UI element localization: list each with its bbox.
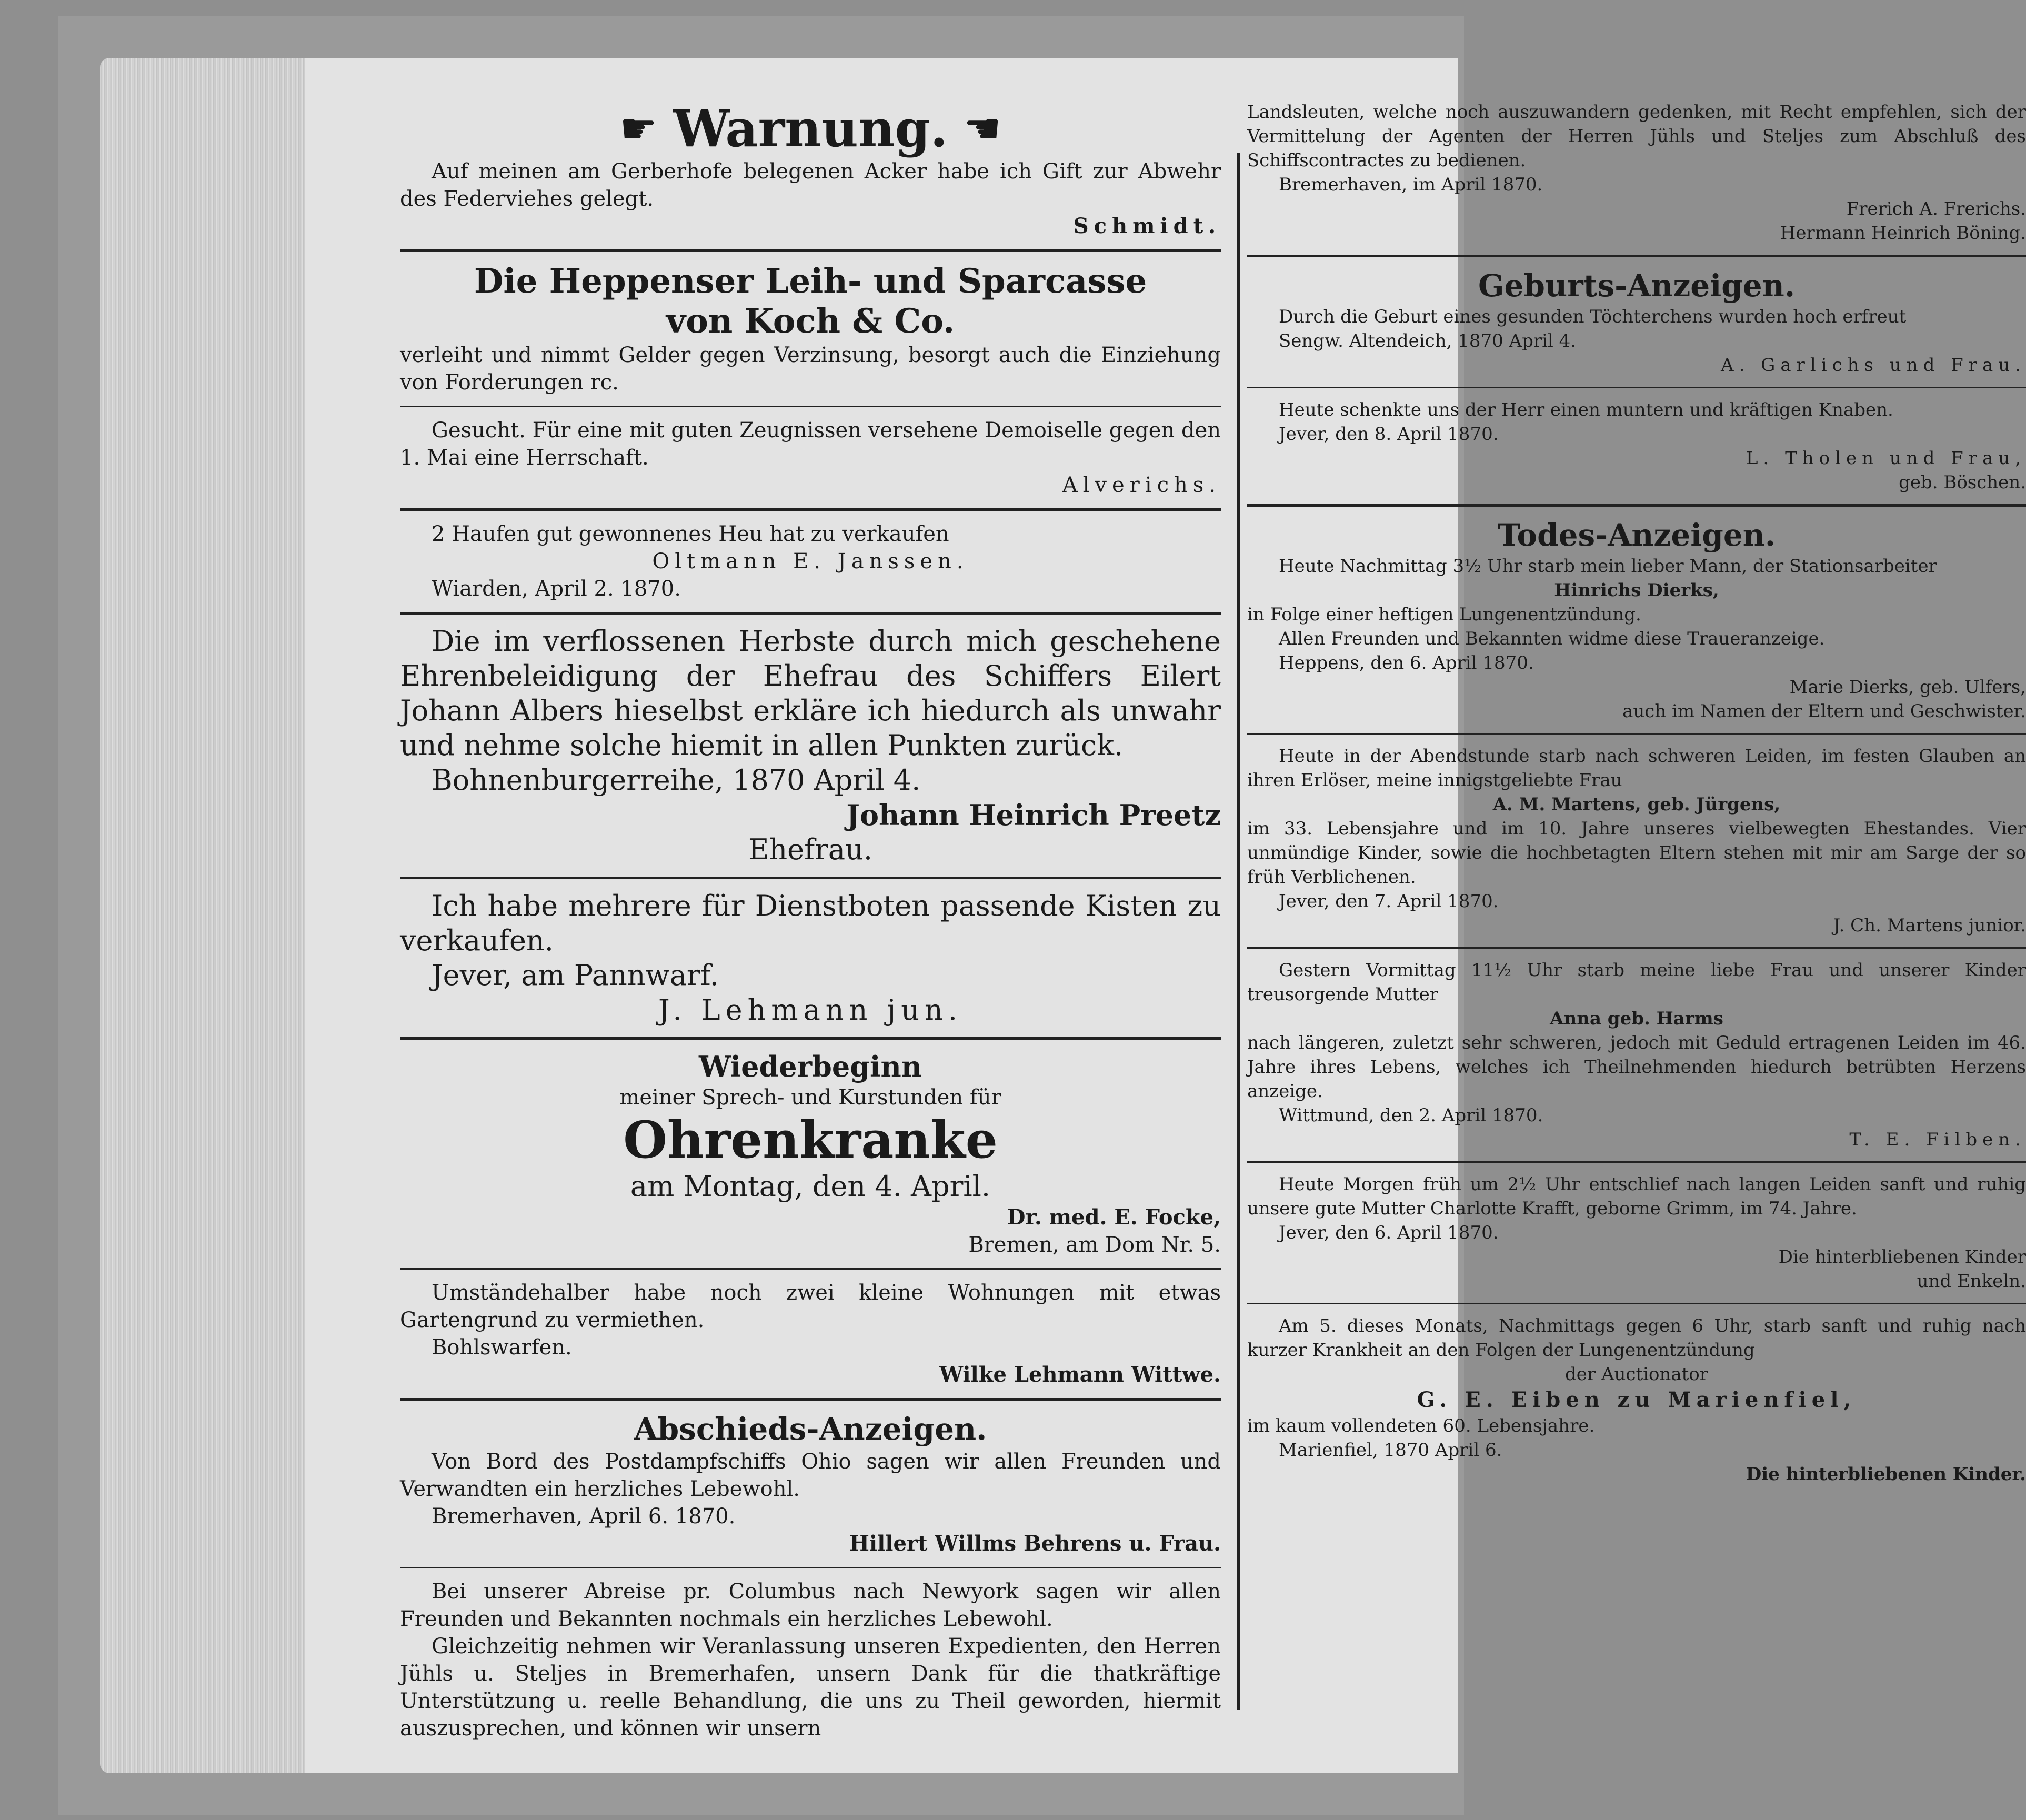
ad-gesucht <box>400 417 1221 499</box>
tholen-name2: geb. Böschen. <box>1899 472 2026 493</box>
ad-harms <box>1247 958 2026 1152</box>
martens-text1: Heute in der Abendstunde starb nach schweren Leiden, im festen Glauben an ihren Erlöser, meine innigstgeliebte Frau <box>1247 746 2026 791</box>
ad-sparcasse <box>400 262 1221 396</box>
todes-title: Todes-Anzeigen. <box>1497 517 1776 553</box>
warnung-title: Warnung. <box>673 99 948 158</box>
columbus-text1: Bei unserer Abreise pr. Columbus nach Newyork sagen wir allen Freunden und Bekannten nochmals ein herzliches Lebewohl. <box>400 1580 1221 1631</box>
eiben-place: Marienfiel, 1870 April 6. <box>1279 1440 1502 1461</box>
ohio-text: Von Bord des Postdampfschiffs Ohio sagen wir allen Freunden und Verwandten ein herzliches Lebewohl. <box>400 1450 1221 1501</box>
divider <box>400 612 1221 615</box>
sparcasse-text: verleiht und nimmt Gelder gegen Verzinsung, besorgt auch die Einziehung von Forderungen rc. <box>400 343 1221 395</box>
dierks-sign: Marie Dierks, geb. Ulfers, <box>1789 677 2026 698</box>
eiben-text2: der Auctionator <box>1565 1364 1708 1385</box>
cont-name2: Hermann Heinrich Böning. <box>1780 223 2026 244</box>
divider <box>1247 947 2026 949</box>
divider <box>400 1268 1221 1270</box>
eiben-name: G. E. Eiben zu Marienfiel, <box>1417 1387 1857 1412</box>
krafft-sign2: und Enkeln. <box>1917 1271 2026 1292</box>
martens-sign: J. Ch. Martens junior. <box>1833 915 2026 936</box>
martens-name: A. M. Martens, geb. Jürgens, <box>1492 794 1781 815</box>
ohren-doc: Dr. med. E. Focke, <box>1007 1205 1221 1230</box>
ad-heu <box>400 520 1221 602</box>
divider <box>1247 504 2026 507</box>
ad-wohnung <box>400 1279 1221 1389</box>
cont-text: Landsleuten, welche noch auszuwandern gedenken, mit Recht empfehlen, sich der Vermittelung der Agenten der Herren Jühls und Steljes zum Abschluß des Schiffscontractes zu bedienen. <box>1247 102 2026 171</box>
ohio-name: Hillert Willms Behrens u. Frau. <box>849 1531 1221 1556</box>
ad-ohrenkranke <box>400 1049 1221 1259</box>
sparcasse-title: Die Heppenser Leih- und Sparcasse <box>474 262 1147 301</box>
heu-text: 2 Haufen gut gewonnenes Heu hat zu verkaufen <box>432 522 949 546</box>
divider <box>400 508 1221 511</box>
ad-ehrenbeleidigung <box>400 624 1221 867</box>
divider <box>1247 1161 2026 1163</box>
dierks-sign2: auch im Namen der Eltern und Geschwister. <box>1622 701 2026 722</box>
newspaper-page <box>305 58 2026 1773</box>
divider <box>400 1567 1221 1568</box>
right-column <box>1247 100 2026 1486</box>
geburt-title: Geburts-Anzeigen. <box>1478 268 1796 304</box>
warnung-sign: Schmidt. <box>1073 214 1221 238</box>
dierks-text1: Heute Nachmittag 3½ Uhr starb mein lieber Mann, der Stationsarbeiter <box>1279 556 1937 577</box>
harms-text2: nach längeren, zuletzt sehr schweren, jedoch mit Geduld ertragenen Leiden im 46. Jahre ihres Lebens, welches ich Theilnehmenden hiedurch betrübten Herzens anzeige. <box>1247 1032 2026 1102</box>
ad-warnung <box>400 100 1221 240</box>
divider <box>400 1398 1221 1401</box>
columbus-text2: Gleichzeitig nehmen wir Veranlassung unseren Expedienten, den Herren Jühls u. Steljes in Bremerhafen, unsern Dank für die thatkräftige Unterstützung u. reelle Behandlung, die uns zu Theil geworden, hiermit auszusprechen, und können wir unsern <box>400 1634 1221 1741</box>
harms-name: Anna geb. Harms <box>1550 1008 1723 1029</box>
ad-kisten <box>400 889 1221 1028</box>
eiben-text3: im kaum vollendeten 60. Lebensjahre. <box>1247 1415 1595 1436</box>
martens-place: Jever, den 7. April 1870. <box>1279 891 1499 912</box>
wohnung-text: Umständehalber habe noch zwei kleine Wohnungen mit etwas Gartengrund zu vermiethen. <box>400 1281 1221 1332</box>
sparcasse-subtitle: von Koch & Co. <box>666 301 955 341</box>
dierks-text3: Allen Freunden und Bekannten widme diese Traueranzeige. <box>1279 628 1825 649</box>
ohren-title: Wiederbeginn <box>698 1050 922 1083</box>
left-column <box>400 99 1221 1741</box>
harms-place: Wittmund, den 2. April 1870. <box>1279 1105 1543 1126</box>
divider <box>400 406 1221 407</box>
ad-ohio <box>400 1448 1221 1557</box>
ad-dierks <box>1247 554 2026 723</box>
ohio-place: Bremerhaven, April 6. 1870. <box>432 1504 736 1529</box>
pointing-hand-right-icon: ☛ <box>619 104 657 153</box>
dierks-place: Heppens, den 6. April 1870. <box>1279 652 1534 673</box>
garlichs-place: Sengw. Altendeich, 1870 April 4. <box>1279 330 1577 351</box>
ad-krafft <box>1247 1172 2026 1293</box>
kisten-text: Ich habe mehrere für Dienstboten passende Kisten zu verkaufen. <box>400 889 1221 957</box>
heu-name: Oltmann E. Janssen. <box>652 549 969 574</box>
kisten-place: Jever, am Pannwarf. <box>432 959 719 992</box>
cont-name1: Frerich A. Frerichs. <box>1846 198 2026 219</box>
krafft-place: Jever, den 6. April 1870. <box>1279 1222 1499 1243</box>
krafft-sign: Die hinterbliebenen Kinder <box>1778 1246 2026 1268</box>
divider <box>1247 733 2026 735</box>
heu-place: Wiarden, April 2. 1870. <box>432 577 681 601</box>
eiben-sign: Die hinterbliebenen Kinder. <box>1746 1464 2026 1485</box>
dierks-name: Hinrichs Dierks, <box>1554 580 1719 601</box>
ohren-line: meiner Sprech- und Kurstunden für <box>619 1085 1001 1110</box>
martens-text2: im 33. Lebensjahre und im 10. Jahre unseres vielbewegten Ehestandes. Vier unmündige Kinder, sowie die hochbetagten Eltern stehen mit mir am Sarge der so früh Verblichenen. <box>1247 818 2026 888</box>
kisten-name: J. Lehmann jun. <box>658 993 962 1027</box>
ehren-place: Bohnenburgerreihe, 1870 April 4. <box>432 763 921 797</box>
ad-garlichs <box>1247 305 2026 377</box>
divider <box>1247 387 2026 388</box>
gesucht-sign: Alverichs. <box>1062 473 1221 497</box>
wohnung-place: Bohlswarfen. <box>432 1335 572 1360</box>
harms-sign: T. E. Filben. <box>1849 1129 2026 1150</box>
eiben-text1: Am 5. dieses Monats, Nachmittags gegen 6 Uhr, starb sanft und ruhig nach kurzer Krankheit an den Folgen der Lungenentzündung <box>1247 1315 2026 1361</box>
divider <box>400 249 1221 252</box>
tholen-text: Heute schenkte uns der Herr einen muntern und kräftigen Knaben. <box>1279 399 1893 420</box>
ehren-name2: Ehefrau. <box>748 833 873 866</box>
harms-text1: Gestern Vormittag 11½ Uhr starb meine liebe Frau und unserer Kinder treusorgende Mutter <box>1247 960 2026 1005</box>
ehren-text: Die im verflossenen Herbste durch mich geschehene Ehrenbeleidigung der Ehefrau des Schiffers Eilert Johann Albers hieselbst erkläre ich hiedurch als unwahr und nehme solche hiemit in allen Punkten zurück. <box>400 625 1221 762</box>
page-edges <box>100 58 308 1773</box>
divider <box>1247 255 2026 257</box>
ohren-addr: Bremen, am Dom Nr. 5. <box>968 1233 1221 1257</box>
divider <box>400 877 1221 879</box>
ad-eiben <box>1247 1314 2026 1486</box>
ad-martens <box>1247 744 2026 938</box>
tholen-place: Jever, den 8. April 1870. <box>1279 424 1499 445</box>
ad-continuation <box>1247 100 2026 245</box>
ehren-name: Johann Heinrich Preetz <box>846 798 1221 832</box>
krafft-text: Heute Morgen früh um 2½ Uhr entschlief nach langen Leiden sanft und ruhig unsere gute Mutter Charlotte Krafft, geborne Grimm, im 74. Jahre. <box>1247 1174 2026 1219</box>
ohren-big: Ohrenkranke <box>623 1110 998 1170</box>
garlichs-text: Durch die Geburt eines gesunden Töchterchens wurden hoch erfreut <box>1279 306 1907 327</box>
divider <box>1247 1303 2026 1304</box>
column-divider <box>1237 153 1240 1710</box>
pointing-hand-left-icon: ☚ <box>964 104 1001 153</box>
cont-place: Bremerhaven, im April 1870. <box>1279 174 1543 195</box>
ohren-date: am Montag, den 4. April. <box>630 1170 991 1203</box>
warnung-text: Auf meinen am Gerberhofe belegenen Acker habe ich Gift zur Abwehr des Federviehes gelegt. <box>400 159 1221 211</box>
abschied-title: Abschieds-Anzeigen. <box>634 1411 987 1447</box>
dierks-text2: in Folge einer heftigen Lungenentzündung. <box>1247 604 1641 625</box>
tholen-name: L. Tholen und Frau, <box>1746 448 2026 469</box>
ad-tholen <box>1247 398 2026 495</box>
divider <box>400 1037 1221 1040</box>
garlichs-name: A. Garlichs und Frau. <box>1721 355 2026 376</box>
ad-columbus <box>400 1578 1221 1742</box>
wohnung-name: Wilke Lehmann Wittwe. <box>939 1362 1221 1387</box>
gesucht-text: Gesucht. Für eine mit guten Zeugnissen versehene Demoiselle gegen den 1. Mai eine Herrschaft. <box>400 418 1221 470</box>
